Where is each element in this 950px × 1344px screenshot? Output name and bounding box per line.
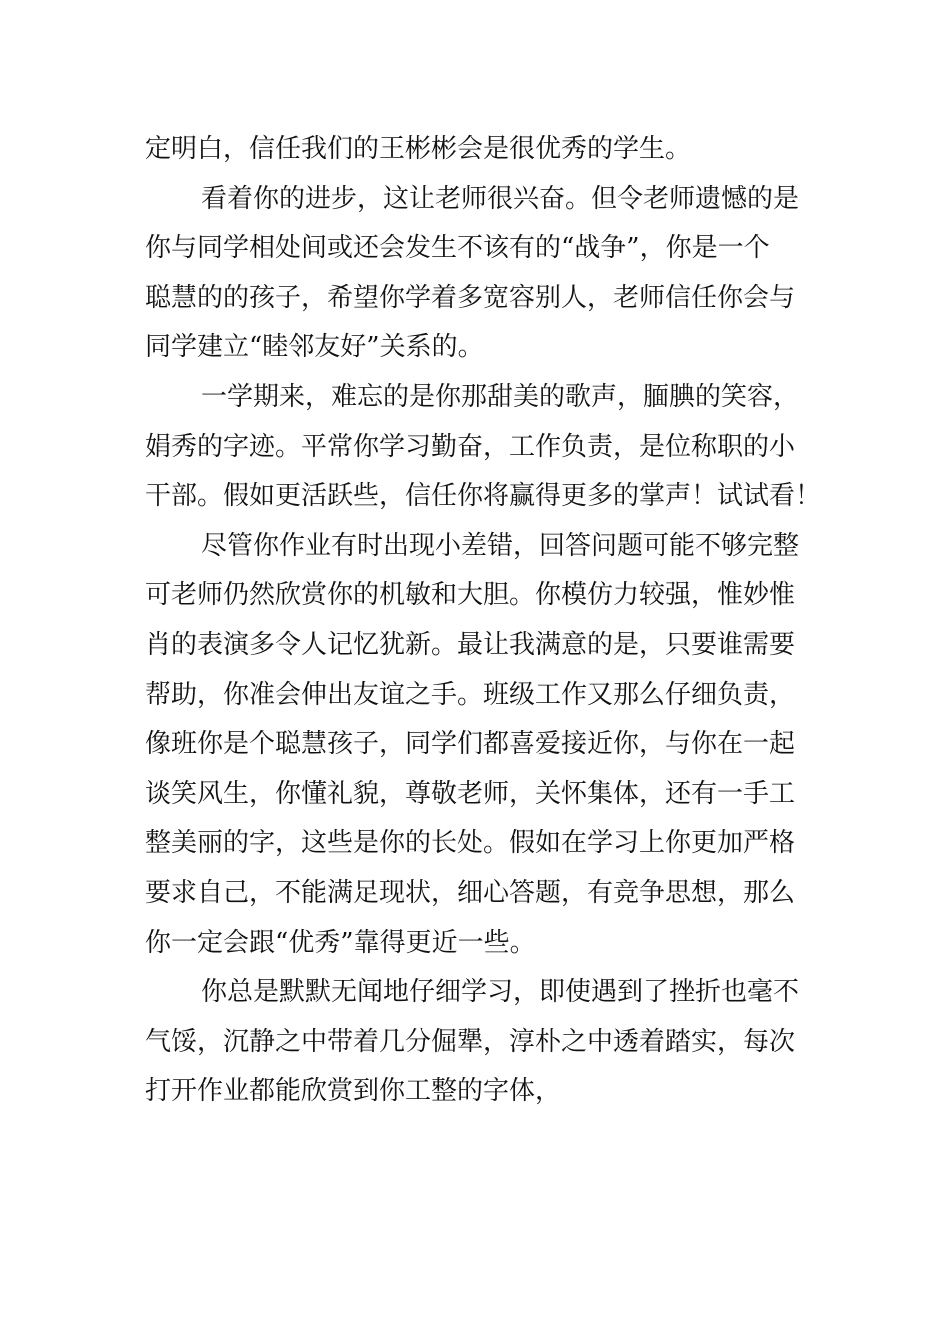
text-line: 可老师仍然欣赏你的机敏和大胆。你模仿力较强，惟妙惟 [145, 580, 796, 611]
text-line: 要求自己，不能满足现状，细心答题，有竞争思想，那么 [145, 877, 796, 908]
text-line: 你与同学相处间或还会发生不该有的“战争”，你是一个 [145, 233, 770, 264]
text-line: 你一定会跟“优秀”靠得更近一些。 [145, 927, 536, 958]
text-line: 定明白，信任我们的王彬彬会是很优秀的学生。 [145, 134, 692, 164]
paragraph-first-line: 尽管你作业有时出现小差错，回答问题可能不够完整 [201, 530, 800, 561]
text-line: 娟秀的字迹。平常你学习勤奋，工作负责，是位称职的小 [145, 431, 796, 462]
text-line: 同学建立“睦邻友好”关系的。 [145, 332, 484, 363]
paragraph-first-line: 一学期来，难忘的是你那甜美的歌声，腼腆的笑容， [201, 381, 800, 412]
text-line: 整美丽的字，这些是你的长处。假如在学习上你更加严格 [145, 828, 796, 859]
text-line: 帮助，你准会伸出友谊之手。班级工作又那么仔细负责， [145, 679, 796, 710]
text-line: 肖的表演多令人记忆犹新。最让我满意的是，只要谁需要 [145, 629, 796, 660]
paragraph-first-line: 你总是默默无闻地仔细学习，即使遇到了挫折也毫不 [201, 977, 800, 1008]
text-line: 干部。假如更活跃些，信任你将赢得更多的掌声！试试看！ [145, 481, 822, 512]
text-line: 打开作业都能欣赏到你工整的字体， [145, 1076, 562, 1107]
text-line: 气馁，沉静之中带着几分倔犟，淳朴之中透着踏实，每次 [145, 1026, 796, 1057]
document-body [145, 125, 822, 1117]
text-line: 谈笑风生，你懂礼貌，尊敬老师，关怀集体，还有一手工 [145, 778, 796, 809]
text-line: 聪慧的的孩子，希望你学着多宽容别人，老师信任你会与 [145, 282, 796, 313]
text-line: 像班你是个聪慧孩子，同学们都喜爱接近你，与你在一起 [145, 729, 796, 760]
paragraph-first-line: 看着你的进步，这让老师很兴奋。但令老师遗憾的是 [201, 183, 800, 214]
